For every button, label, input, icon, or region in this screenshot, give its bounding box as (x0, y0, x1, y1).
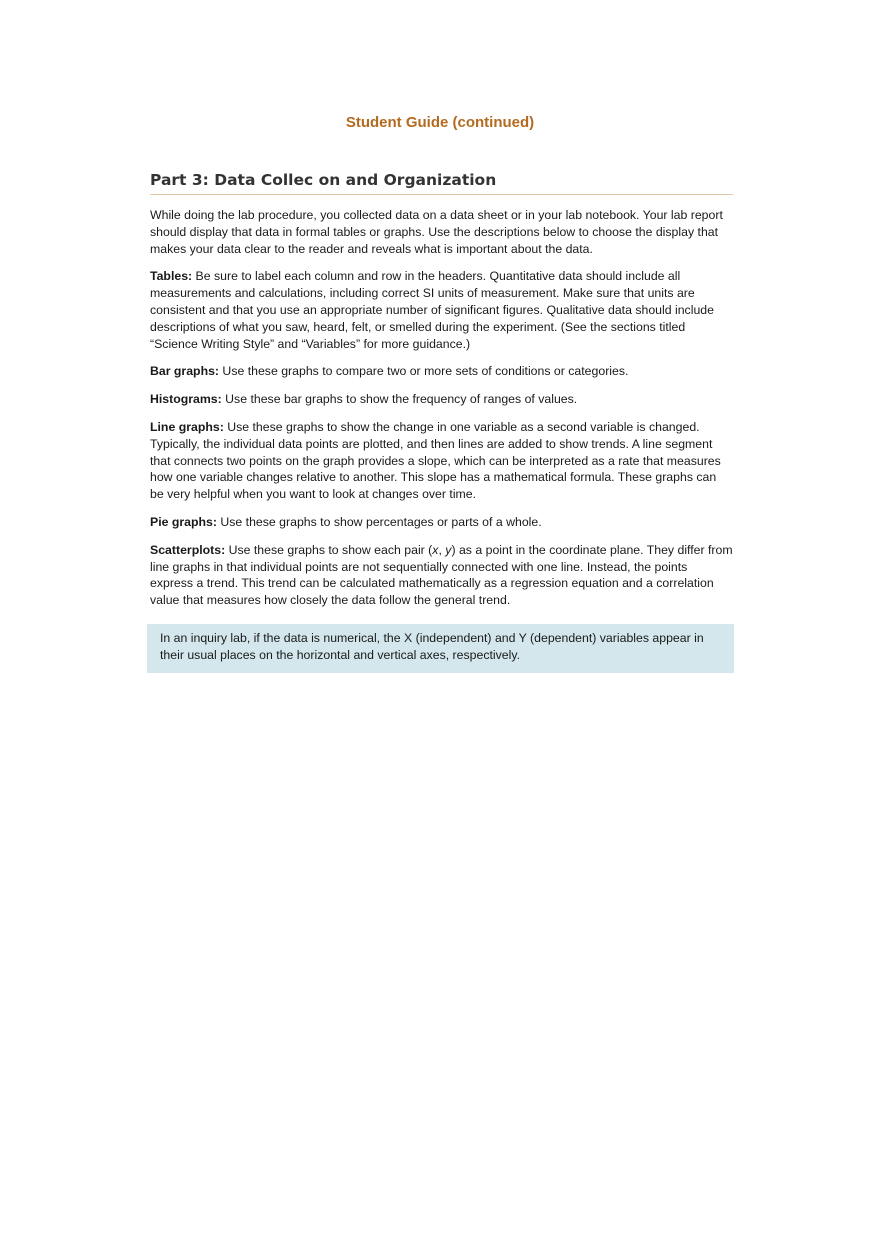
intro-paragraph: While doing the lab procedure, you collected data on a data sheet or in your lab notebook. Your lab report should display that data in formal tables or graphs. Use the descriptions below to choose the display that makes your data clear to the reader and reveals what is important about the data. (150, 208, 723, 256)
histograms-text: Use these bar graphs to show the frequency of ranges of values. (221, 392, 578, 407)
scatterplots-text-b: ) as a point in the coordinate plane. They differ from line graphs in that individual points are not sequentially connected with one line. Instead, the points express a trend. This trend can be calculated mathematically as a regression equation and a correlation value that measures how closely the data follow the general trend. (150, 542, 733, 608)
content-body (150, 207, 733, 620)
section-heading: Part 3: Data Collec on and Organization (150, 171, 733, 195)
pie-graphs-term: Pie graphs: (150, 514, 217, 529)
histograms-term: Histograms: (150, 392, 222, 407)
scatterplots-text-a: Use these graphs to show each pair ( (225, 542, 433, 557)
tables-text: Be sure to label each column and row in the headers. Quantitative data should include all measurements and calculations, including correct SI units of measurement. Make sure that units are consistent and that you use an appropriate number of significant figures. Qualitative data should include descriptions of what you saw, heard, felt, or smelled during the experiment. (See the sections titled “Science Writing Style” and “Variables” for more guidance.) (150, 269, 714, 351)
line-graphs-text: Use these graphs to show the change in one variable as a second variable is changed. Typically, the individual data points are plotted, and then lines are added to show trends. A line segment that connects two points on the graph provides a slope, which can be interpreted as a rate that measures how one variable changes relative to another. This slope has a mathematical formula. These graphs can be very helpful when you want to look at changes over time. (150, 419, 721, 502)
histograms-paragraph (150, 391, 733, 408)
line-graphs-term: Line graphs: (150, 419, 224, 434)
scatterplots-var-y: y (445, 542, 452, 557)
scatterplots-comma: , (438, 542, 446, 557)
scatterplots-paragraph (150, 542, 733, 609)
pie-graphs-text: Use these graphs to show percentages or parts of a whole. (216, 514, 542, 529)
tables-paragraph (150, 268, 733, 352)
inquiry-lab-callout: In an inquiry lab, if the data is numerical, the X (independent) and Y (dependent) variables appear in their usual places on the horizontal and vertical axes, respectively. (147, 624, 734, 673)
bar-graphs-text: Use these graphs to compare two or more sets of conditions or categories. (219, 364, 629, 379)
scatterplots-term: Scatterplots: (150, 542, 226, 557)
scatterplots-var-x: x (432, 542, 439, 557)
page-title: Student Guide (continued) (345, 114, 535, 131)
tables-term: Tables: (150, 269, 193, 284)
pie-graphs-paragraph (150, 514, 733, 531)
bar-graphs-paragraph (150, 363, 733, 380)
bar-graphs-term: Bar graphs: (150, 364, 220, 379)
line-graphs-paragraph (150, 419, 733, 503)
